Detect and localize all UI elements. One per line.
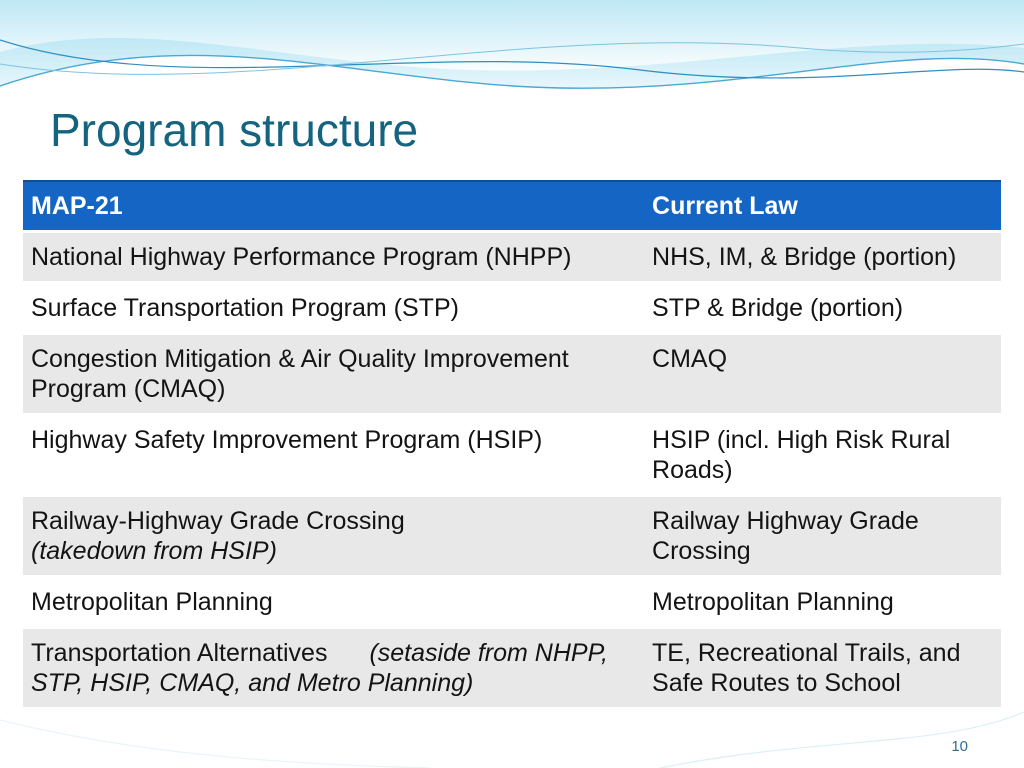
- page-number: 10: [951, 738, 968, 755]
- cell-text: National Highway Performance Program (NHPP): [31, 243, 572, 271]
- cell-map21: [23, 283, 644, 334]
- cell-text-italic: (setaside from NHPP, STP, HSIP, CMAQ, and Metro Planning): [31, 639, 608, 697]
- header-map21: MAP-21: [23, 181, 644, 232]
- cell-map21: [23, 577, 644, 628]
- cell-map21: [23, 334, 644, 415]
- cell-text: Railway-Highway Grade Crossing: [31, 507, 405, 535]
- cell-current-law: [644, 628, 1001, 709]
- table-row: [23, 577, 1001, 628]
- page-title: Program structure: [50, 104, 419, 156]
- table-row: [23, 334, 1001, 415]
- cell-map21: [23, 496, 644, 577]
- cell-text: NHS, IM, & Bridge (portion): [652, 243, 957, 271]
- cell-current-law: [644, 232, 1001, 283]
- cell-text: Congestion Mitigation & Air Quality Improvement Program (CMAQ): [31, 345, 569, 403]
- cell-map21: [23, 415, 644, 496]
- table-row: [23, 232, 1001, 283]
- table-row: [23, 415, 1001, 496]
- cell-current-law: [644, 283, 1001, 334]
- table-row: [23, 283, 1001, 334]
- table-header-row: [23, 181, 1001, 232]
- cell-text: Surface Transportation Program (STP): [31, 294, 459, 322]
- cell-text: CMAQ: [652, 345, 728, 373]
- cell-text: Transportation Alternatives: [31, 639, 328, 667]
- cell-map21: [23, 628, 644, 709]
- cell-text: Highway Safety Improvement Program (HSIP): [31, 426, 543, 454]
- cell-text: HSIP (incl. High Risk Rural Roads): [652, 426, 951, 484]
- cell-text: TE, Recreational Trails, and Safe Routes to School: [652, 639, 961, 697]
- header-current-law: Current Law: [644, 181, 1001, 232]
- table-row: [23, 496, 1001, 577]
- program-structure-table: [23, 180, 1001, 710]
- cell-text-italic: (takedown from HSIP): [31, 537, 277, 565]
- cell-current-law: [644, 577, 1001, 628]
- cell-text: STP & Bridge (portion): [652, 294, 904, 322]
- cell-text: Metropolitan Planning: [652, 588, 894, 616]
- cell-text: Metropolitan Planning: [31, 588, 273, 616]
- cell-text: Railway Highway Grade Crossing: [652, 507, 919, 565]
- cell-current-law: [644, 334, 1001, 415]
- table-row: [23, 628, 1001, 709]
- cell-current-law: [644, 496, 1001, 577]
- cell-map21: [23, 232, 644, 283]
- cell-current-law: [644, 415, 1001, 496]
